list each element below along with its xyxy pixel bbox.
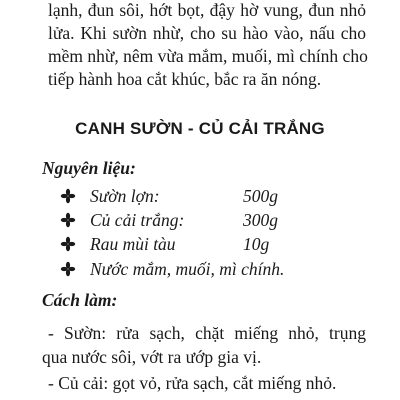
four-petal-bullet-icon — [60, 188, 76, 204]
four-petal-bullet-icon — [60, 212, 76, 228]
ingredient-row — [60, 234, 350, 256]
ingredient-row — [60, 259, 360, 281]
ingredient-quantity: 300g — [243, 210, 278, 230]
method-line-3: - Củ cải: gọt vỏ, rửa sạch, cắt miếng nhỏ. — [48, 373, 337, 393]
ingredients-label: Nguyên liệu: — [42, 158, 136, 178]
ingredient-name: Sườn lợn: — [90, 186, 160, 206]
four-petal-bullet-icon — [60, 236, 76, 252]
intro-line-3: mềm nhừ, nêm vừa mắm, muối, mì chính cho — [48, 46, 368, 66]
four-petal-bullet-icon — [60, 261, 76, 277]
ingredient-name: Rau mùi tàu — [90, 234, 176, 254]
intro-line-2: lửa. Khi sườn nhừ, cho su hào vào, nấu cho — [48, 23, 366, 43]
intro-line-1: lạnh, đun sôi, hớt bọt, đậy hờ vung, đun nhỏ — [48, 0, 366, 20]
ingredient-name: Nước mắm, muối, mì chính. — [90, 259, 285, 279]
method-label: Cách làm: — [42, 290, 118, 310]
ingredient-row — [60, 210, 350, 232]
intro-line-4: tiếp hành hoa cắt khúc, bắc ra ăn nóng. — [48, 69, 322, 89]
recipe-title: CANH SƯỜN - CỦ CẢI TRẮNG — [75, 119, 325, 138]
ingredient-name: Củ cải trắng: — [90, 210, 185, 230]
method-line-2: qua nước sôi, vớt ra ướp gia vị. — [42, 347, 262, 367]
ingredient-quantity: 10g — [243, 234, 270, 254]
ingredient-row — [60, 186, 350, 208]
method-line-1: - Sườn: rửa sạch, chặt miếng nhỏ, trụng — [48, 323, 366, 343]
ingredient-quantity: 500g — [243, 186, 278, 206]
